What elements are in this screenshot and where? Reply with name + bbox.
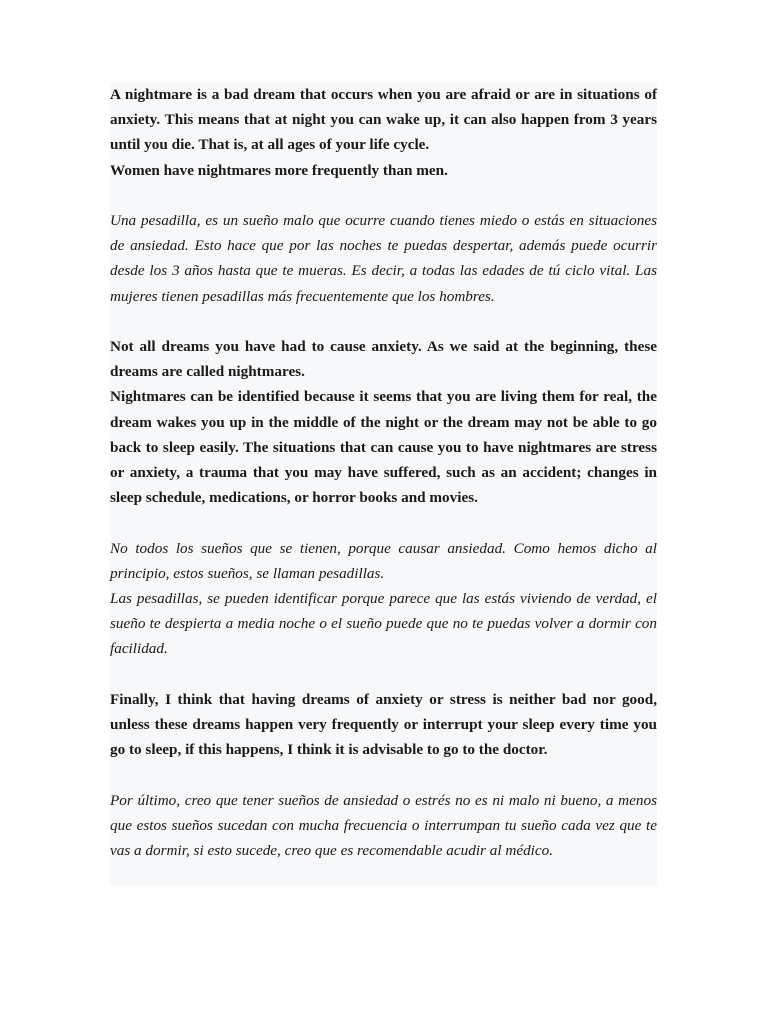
paragraph-spanish-1 xyxy=(110,208,657,309)
paragraph-english-3 xyxy=(110,687,657,763)
paragraph-gap xyxy=(110,183,657,208)
paragraph-line: Las pesadillas, se pueden identificar porque parece que las estás viviendo de verdad, el sueño te despierta a media noche o el sueño puede que no te puedas volver a dormir con facilidad. xyxy=(110,590,657,658)
paragraph-line: Finally, I think that having dreams of anxiety or stress is neither bad nor good, unless these dreams happen very frequently or interrupt your sleep every time you go to sleep, if this happens, I think it is advisable to go to the doctor. xyxy=(110,690,657,759)
paragraph-english-2 xyxy=(110,334,657,510)
paragraph-line: Not all dreams you have had to cause anxiety. As we said at the beginning, these dreams are called nightmares. xyxy=(110,338,657,381)
paragraph-line: No todos los sueños que se tienen, porque causar ansiedad. Como hemos dicho al principio, estos sueños, se llaman pesadillas. xyxy=(110,539,657,582)
document-body xyxy=(110,82,657,885)
paragraph-line: Nightmares can be identified because it seems that you are living them for real, the dream wakes you up in the middle of the night or the dream may not be able to go back to sleep easily. The situations that can cause you to have nightmares are stress or anxiety, a trauma that you may have suffered, such as an accident; changes in sleep schedule, medications, or horror books and movies. xyxy=(110,388,657,507)
paragraph-spanish-2 xyxy=(110,536,657,662)
paragraph-gap xyxy=(110,762,657,787)
paragraph-line: Una pesadilla, es un sueño malo que ocurre cuando tienes miedo o estás en situaciones de ansiedad. Esto hace que por las noches te puedas despertar, además puede ocurrir desde los 3 años hasta que te mueras. Es decir, a todas las edades de tú ciclo vital. Las mujeres tienen pesadillas más frecuentemente que los hombres. xyxy=(110,212,657,305)
paragraph-spanish-3 xyxy=(110,788,657,864)
paragraph-gap xyxy=(110,309,657,334)
paragraph-line: Women have nightmares more frequently than men. xyxy=(110,161,448,179)
paragraph-gap xyxy=(110,510,657,535)
paragraph-english-1 xyxy=(110,82,657,183)
paragraph-line: Por último, creo que tener sueños de ansiedad o estrés no es ni malo ni bueno, a menos que estos sueños sucedan con mucha frecuencia o interrumpan tu sueño cada vez que te vas a dormir, si esto sucede, creo que es recomendable acudir al médico. xyxy=(110,791,657,860)
paragraph-line: A nightmare is a bad dream that occurs when you are afraid or are in situations of anxiety. This means that at night you can wake up, it can also happen from 3 years until you die. That is, at all ages of your life cycle. xyxy=(110,86,657,154)
document-tail xyxy=(110,863,657,885)
paragraph-gap xyxy=(110,662,657,687)
